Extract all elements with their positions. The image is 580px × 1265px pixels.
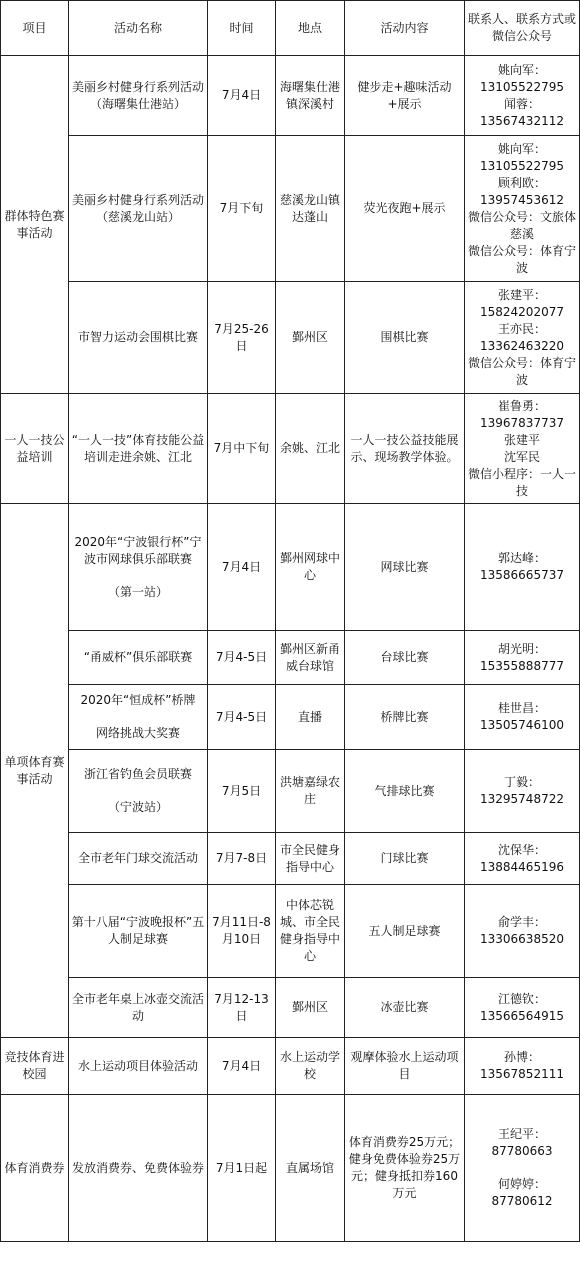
contact-cell-line: 江德钦： [497, 991, 546, 1006]
contact-cell-line: 沈军民 [503, 449, 540, 464]
time-cell: 7月5日 [208, 750, 276, 833]
contact-cell-line: 13306638520 [480, 932, 564, 946]
activity-name-cell [69, 885, 208, 978]
contact-cell-line: 15824202077 [480, 304, 564, 319]
contact-cell-line: 王亦民： [497, 321, 546, 336]
activity-name-line: 第十八届“宁波晚报杯”五人制足球赛 [71, 915, 205, 946]
contact-cell-line: 桂世昌： [497, 701, 546, 715]
contact-cell-line: 87780612 [491, 1194, 553, 1208]
time-cell: 7月4日 [208, 504, 276, 631]
table-row [1, 978, 580, 1038]
category-cell: 群体特色赛事活动 [1, 56, 69, 394]
table-row [1, 750, 580, 833]
contact-cell-line: 87780663 [491, 1144, 553, 1158]
contact-cell [465, 685, 580, 750]
content-cell: 一人一技公益技能展示、现场教学体验。 [345, 394, 465, 504]
contact-cell [465, 504, 580, 631]
time-cell: 7月中下旬 [208, 394, 276, 504]
contact-cell-line: 王纪平： [497, 1127, 546, 1141]
content-cell: 体育消费券25万元；健身免费体验券25万元；健身抵扣券160万元 [345, 1095, 465, 1242]
contact-cell [465, 394, 580, 504]
content-cell: 五人制足球赛 [345, 885, 465, 978]
contact-cell-line: 13884465196 [480, 859, 564, 874]
activity-name-cell [69, 833, 208, 885]
place-cell: 慈溪龙山镇达蓬山 [276, 136, 345, 282]
time-cell: 7月12-13日 [208, 978, 276, 1038]
activity-name-line: 2020年“恒成杯”桥牌 [80, 693, 196, 707]
content-cell: 网球比赛 [345, 504, 465, 631]
contact-cell-line: 13957453612 [480, 192, 564, 207]
contact-cell-line: 俞学丰： [497, 915, 546, 929]
place-cell: 市全民健身指导中心 [276, 833, 345, 885]
place-cell: 鄞州区 [276, 282, 345, 394]
contact-cell-line: 13362463220 [480, 338, 564, 353]
contact-cell [465, 631, 580, 685]
place-cell: 鄞州区新甬威台球馆 [276, 631, 345, 685]
activity-name-line: 全市老年门球交流活动 [77, 851, 198, 865]
contact-cell [465, 750, 580, 833]
activity-name-cell [69, 56, 208, 136]
contact-cell-line: 微信公众号：体育宁波 [467, 243, 576, 275]
activity-name-line: （宁波站） [107, 800, 168, 814]
place-cell: 余姚、江北 [276, 394, 345, 504]
activity-name-cell [69, 282, 208, 394]
contact-cell [465, 1038, 580, 1095]
activity-name-cell [69, 1095, 208, 1242]
activity-name-cell [69, 1038, 208, 1095]
contact-cell-line: 13295748722 [480, 792, 564, 806]
time-cell: 7月4日 [208, 56, 276, 136]
table-row [1, 1038, 580, 1095]
category-cell: 单项体育赛事活动 [1, 504, 69, 1038]
content-cell: 台球比赛 [345, 631, 465, 685]
time-cell: 7月7-8日 [208, 833, 276, 885]
activity-name-line: 浙江省钓鱼会员联赛 [83, 767, 192, 781]
activity-name-cell [69, 750, 208, 833]
header-contact: 联系人、联系方式或微信公众号 [465, 1, 580, 56]
category-cell: 体育消费券 [1, 1095, 69, 1242]
contact-cell-line: 13105522795 [480, 158, 564, 173]
time-cell: 7月11日-8月10日 [208, 885, 276, 978]
contact-cell-line: 姚向军： [497, 141, 546, 156]
place-cell: 水上运动学校 [276, 1038, 345, 1095]
activity-name-cell [69, 504, 208, 631]
contact-cell-line: 丁毅： [503, 775, 540, 789]
place-cell: 洪塘嘉绿农庄 [276, 750, 345, 833]
table-row [1, 685, 580, 750]
category-cell: 竞技体育进校园 [1, 1038, 69, 1095]
place-cell: 海曙集仕港镇深溪村 [276, 56, 345, 136]
header-content: 活动内容 [345, 1, 465, 56]
line-gap [71, 568, 205, 584]
contact-cell [465, 136, 580, 282]
content-cell: 桥牌比赛 [345, 685, 465, 750]
activity-name-line: “甬威杯”俱乐部联赛 [83, 650, 193, 664]
place-cell: 鄞州网球中心 [276, 504, 345, 631]
time-cell: 7月25-26日 [208, 282, 276, 394]
contact-cell-line: 微信公众号：文旅体慈溪 [467, 209, 576, 241]
activity-name-cell [69, 631, 208, 685]
table-row [1, 631, 580, 685]
place-cell: 直属场馆 [276, 1095, 345, 1242]
contact-cell [465, 978, 580, 1038]
contact-cell-line: 胡光明： [497, 641, 546, 656]
header-row [1, 1, 580, 56]
contact-cell-line: 顾利欧： [497, 175, 546, 190]
activity-name-line: 美丽乡村健身行系列活动（海曙集仕港站） [71, 79, 204, 111]
contact-cell-line: 崔鲁勇： [497, 398, 546, 413]
contact-cell-line: 沈保华： [497, 842, 546, 857]
contact-cell-line: 13967837737 [480, 415, 564, 430]
content-cell: 观摩体验水上运动项目 [345, 1038, 465, 1095]
contact-cell [465, 885, 580, 978]
contact-cell-line [467, 1160, 577, 1176]
header-place: 地点 [276, 1, 345, 56]
activity-name-cell [69, 978, 208, 1038]
activity-name-line: 全市老年桌上冰壶交流活动 [71, 991, 204, 1023]
place-cell: 鄞州区 [276, 978, 345, 1038]
header-activity-name: 活动名称 [69, 1, 208, 56]
contact-cell-line: 郭达峰： [497, 551, 546, 565]
contact-cell-line: 13505746100 [480, 718, 564, 732]
table-row [1, 136, 580, 282]
place-cell: 中体芯锐城、市全民健身指导中心 [276, 885, 345, 978]
table-row [1, 885, 580, 978]
contact-cell [465, 833, 580, 885]
place-cell: 直播 [276, 685, 345, 750]
line-gap [71, 709, 205, 725]
contact-cell-line: 13567432112 [480, 113, 564, 128]
contact-cell-line: 姚向军： [497, 62, 546, 77]
activity-name-cell [69, 136, 208, 282]
contact-cell-line: 13566564915 [480, 1008, 564, 1023]
content-cell: 围棋比赛 [345, 282, 465, 394]
contact-cell [465, 56, 580, 136]
time-cell: 7月4日 [208, 1038, 276, 1095]
table-row [1, 833, 580, 885]
table-body [1, 56, 580, 1242]
contact-cell-line: 张建平 [503, 432, 540, 447]
table-row [1, 56, 580, 136]
table-row [1, 394, 580, 504]
contact-cell-line: 微信小程序：一人一技 [467, 466, 576, 498]
contact-cell-line: 13567852111 [480, 1067, 564, 1081]
activity-name-cell [69, 685, 208, 750]
contact-cell-line: 13105522795 [480, 79, 564, 94]
time-cell: 7月4-5日 [208, 685, 276, 750]
contact-cell [465, 1095, 580, 1242]
contact-cell-line: 15355888777 [480, 658, 564, 673]
category-cell: 一人一技公益培训 [1, 394, 69, 504]
contact-cell-line: 张建平： [497, 287, 546, 302]
time-cell: 7月1日起 [208, 1095, 276, 1242]
header-time: 时间 [208, 1, 276, 56]
time-cell: 7月下旬 [208, 136, 276, 282]
line-gap [71, 783, 205, 799]
activity-name-line: 美丽乡村健身行系列活动（慈溪龙山站） [71, 192, 204, 224]
table-row [1, 504, 580, 631]
content-cell: 气排球比赛 [345, 750, 465, 833]
contact-cell-line: 13586665737 [480, 568, 564, 582]
content-cell: 荧光夜跑+展示 [345, 136, 465, 282]
content-cell: 门球比赛 [345, 833, 465, 885]
activity-name-line: 市智力运动会围棋比赛 [77, 330, 198, 344]
activity-name-line: 发放消费券、免费体验券 [71, 1160, 204, 1175]
contact-cell-line: 闻蓉： [503, 96, 540, 111]
header-category: 项目 [1, 1, 69, 56]
activity-name-line: 网络挑战大奖赛 [95, 726, 180, 740]
contact-cell-line: 微信公众号：体育宁波 [467, 355, 576, 387]
content-cell: 健步走+趣味活动+展示 [345, 56, 465, 136]
table-row [1, 1095, 580, 1242]
activity-name-line: 水上运动项目体验活动 [77, 1058, 198, 1073]
activity-name-cell [69, 394, 208, 504]
time-cell: 7月4-5日 [208, 631, 276, 685]
activity-name-line: （第一站） [107, 584, 168, 599]
contact-cell-line: 孙博： [503, 1050, 540, 1064]
content-cell: 冰壶比赛 [345, 978, 465, 1038]
contact-cell-line: 何婷婷： [497, 1177, 546, 1191]
table-row [1, 282, 580, 394]
contact-cell [465, 282, 580, 394]
activity-name-line: 2020年“宁波银行杯”宁波市网球俱乐部联赛 [74, 534, 202, 566]
activity-name-line: “一人一技”体育技能公益培训走进余姚、江北 [71, 432, 205, 464]
